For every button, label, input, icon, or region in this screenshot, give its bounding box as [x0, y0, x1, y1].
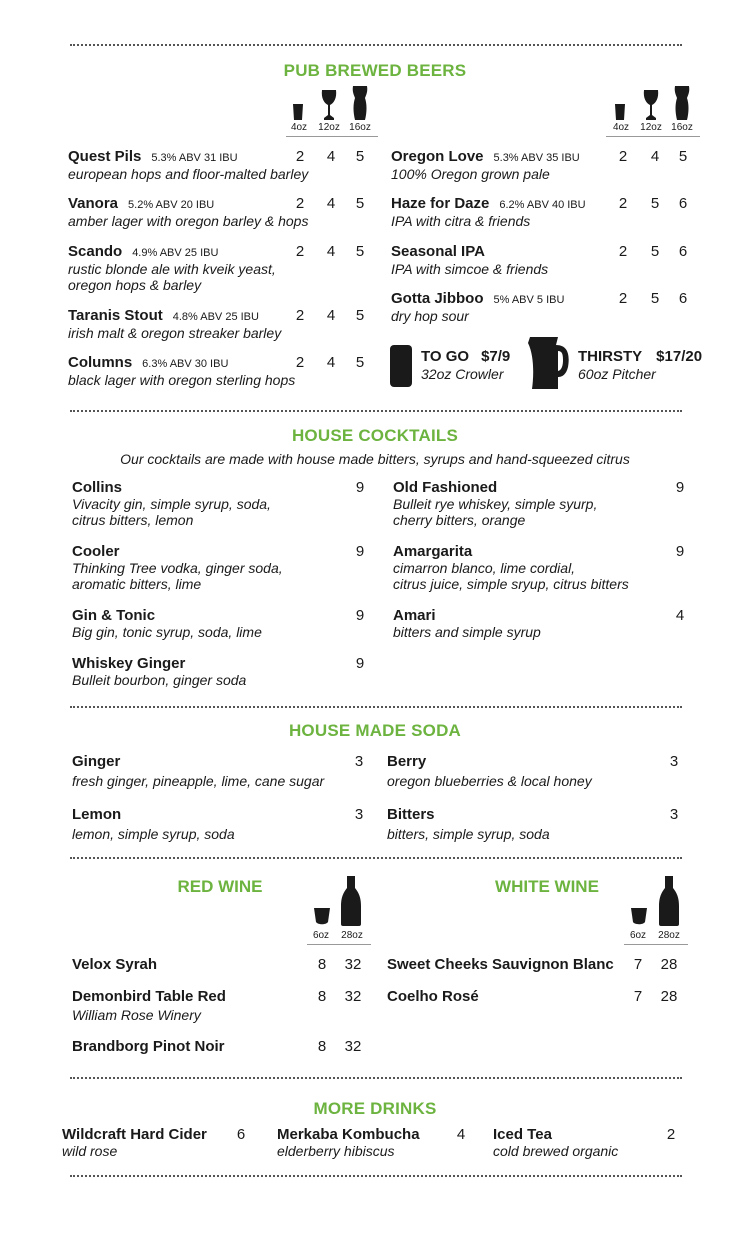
- soda-name: Lemon: [72, 806, 122, 823]
- beer-item: [391, 148, 580, 182]
- divider: [70, 706, 682, 708]
- beer-abv: 5.3% ABV 35 IBU: [493, 152, 580, 164]
- size-label: 4oz: [290, 122, 308, 133]
- beer-name: Scando: [68, 243, 123, 260]
- price-6oz: 8: [317, 956, 327, 973]
- soda-desc: oregon blueberries & local honey: [387, 773, 592, 789]
- cocktail-item: [393, 479, 597, 528]
- cocktail-desc: Bulleit rye whiskey, simple syurp,: [393, 496, 598, 512]
- soda-item: [72, 806, 235, 842]
- price-4oz: 2: [618, 290, 628, 307]
- wine-name: Coelho Rosé: [387, 988, 479, 1005]
- size-rule: [307, 944, 371, 945]
- price-4oz: 2: [618, 148, 628, 165]
- price-16oz: 6: [678, 243, 688, 260]
- section-title-soda: HOUSE MADE SODA: [288, 721, 462, 740]
- price-28oz: 32: [344, 956, 362, 973]
- tulip-glass-icon: [642, 90, 660, 120]
- crowler-can-icon: [390, 345, 412, 387]
- wine-glass-icon: [314, 908, 330, 925]
- cocktail-item: [72, 479, 271, 528]
- beer-name: Haze for Daze: [391, 195, 490, 212]
- beer-desc: IPA with simcoe & friends: [391, 261, 549, 277]
- price-4oz: 2: [295, 307, 305, 324]
- size-label: 28oz: [341, 930, 363, 941]
- thirsty-price: $17/20: [656, 348, 703, 365]
- drink-desc: elderberry hibiscus: [277, 1143, 395, 1159]
- soda-price: 3: [354, 806, 364, 823]
- divider: [70, 44, 682, 46]
- thirsty-label: THIRSTY: [578, 348, 643, 365]
- soda-item: [72, 753, 324, 789]
- divider: [70, 1077, 682, 1079]
- beer-item: [391, 195, 586, 229]
- soda-desc: fresh ginger, pineapple, lime, cane sugar: [72, 773, 325, 789]
- cocktail-desc: bitters and simple syrup: [393, 624, 541, 640]
- price-12oz: 4: [326, 307, 336, 324]
- pint-glass-icon: [673, 86, 691, 120]
- cocktail-price: 9: [355, 655, 365, 672]
- drink-item: [493, 1126, 618, 1159]
- beer-abv: 5.2% ABV 20 IBU: [128, 199, 215, 211]
- cocktail-name: Collins: [72, 479, 123, 496]
- soda-name: Bitters: [387, 806, 435, 823]
- thirsty-block: [578, 348, 702, 382]
- price-6oz: 8: [317, 988, 327, 1005]
- beer-name: Quest Pils: [68, 148, 142, 165]
- price-16oz: 6: [678, 290, 688, 307]
- to-go-label: TO GO: [421, 348, 470, 365]
- cocktail-price: 9: [355, 543, 365, 560]
- price-28oz: 32: [344, 988, 362, 1005]
- beer-name: Seasonal IPA: [391, 243, 485, 260]
- price-16oz: 5: [355, 307, 365, 324]
- price-4oz: 2: [295, 354, 305, 371]
- soda-price: 3: [354, 753, 364, 770]
- section-title-cocktails: HOUSE COCKTAILS: [291, 426, 459, 445]
- size-label: 28oz: [658, 930, 680, 941]
- divider: [70, 857, 682, 859]
- price-4oz: 2: [295, 243, 305, 260]
- price-12oz: 5: [650, 195, 660, 212]
- cocktail-price: 9: [675, 479, 685, 496]
- size-label: 6oz: [629, 930, 647, 941]
- section-title-beers: PUB BREWED BEERS: [283, 61, 467, 80]
- size-rule: [606, 136, 700, 137]
- price-16oz: 6: [678, 195, 688, 212]
- price-12oz: 4: [326, 354, 336, 371]
- price-4oz: 2: [618, 195, 628, 212]
- drink-desc: wild rose: [62, 1143, 118, 1159]
- wine-carafe-icon: [341, 876, 361, 926]
- price-4oz: 2: [618, 243, 628, 260]
- beer-item: [68, 243, 276, 293]
- section-title-white-wine: WHITE WINE: [495, 877, 599, 896]
- drink-name: Merkaba Kombucha: [277, 1126, 420, 1143]
- wine-name: Sweet Cheeks Sauvignon Blanc: [387, 956, 614, 973]
- beer-desc: black lager with oregon sterling hops: [68, 372, 296, 388]
- size-label: 12oz: [640, 122, 662, 133]
- price-12oz: 4: [650, 148, 660, 165]
- beer-abv: 4.9% ABV 25 IBU: [132, 247, 219, 259]
- price-12oz: 5: [650, 243, 660, 260]
- wine-carafe-icon: [659, 876, 679, 926]
- soda-desc: lemon, simple syrup, soda: [72, 826, 235, 842]
- beer-abv: 5% ABV 5 IBU: [493, 294, 565, 306]
- section-title-more-drinks: MORE DRINKS: [313, 1099, 437, 1118]
- cocktail-price: 9: [675, 543, 685, 560]
- beer-name: Gotta Jibboo: [391, 290, 484, 307]
- section-title-red-wine: RED WINE: [177, 877, 263, 896]
- beer-item: [68, 195, 308, 229]
- price-16oz: 5: [678, 148, 688, 165]
- price-12oz: 4: [326, 148, 336, 165]
- soda-name: Berry: [387, 753, 427, 770]
- soda-price: 3: [669, 753, 679, 770]
- pitcher-icon: [528, 335, 570, 389]
- soda-desc: bitters, simple syrup, soda: [387, 826, 550, 842]
- to-go-desc: 32oz Crowler: [421, 366, 504, 382]
- price-12oz: 4: [326, 195, 336, 212]
- tulip-glass-icon: [320, 90, 338, 120]
- soda-name: Ginger: [72, 753, 121, 770]
- cocktail-desc: Big gin, tonic syrup, soda, lime: [72, 624, 262, 640]
- price-16oz: 5: [355, 243, 365, 260]
- wine-name: Brandborg Pinot Noir: [72, 1038, 225, 1055]
- cocktail-price: 4: [675, 607, 685, 624]
- soda-price: 3: [669, 806, 679, 823]
- to-go-block: [421, 348, 510, 382]
- drink-name: Iced Tea: [493, 1126, 552, 1143]
- drink-item: [277, 1126, 420, 1159]
- price-28oz: 32: [344, 1038, 362, 1055]
- cocktail-name: Amari: [393, 607, 436, 624]
- small-glass-icon: [614, 104, 626, 120]
- size-label: 16oz: [671, 122, 693, 133]
- beer-item: [68, 307, 281, 341]
- cocktail-item: [393, 543, 629, 592]
- cocktail-desc: citrus juice, simple sryup, citrus bitters: [393, 576, 629, 592]
- beer-desc: oregon hops & barley: [68, 277, 202, 293]
- cocktail-name: Cooler: [72, 543, 120, 560]
- wine-glass-icon: [631, 908, 647, 925]
- divider: [70, 1175, 682, 1177]
- cocktail-desc: Vivacity gin, simple syrup, soda,: [72, 496, 271, 512]
- price-12oz: 5: [650, 290, 660, 307]
- cocktail-desc: Thinking Tree vodka, ginger soda,: [72, 560, 283, 576]
- beer-name: Taranis Stout: [68, 307, 163, 324]
- size-label: 6oz: [312, 930, 330, 941]
- beer-abv: 5.3% ABV 31 IBU: [151, 152, 238, 164]
- price-6oz: 7: [633, 988, 643, 1005]
- cocktail-item: [72, 543, 283, 592]
- cocktail-item: [393, 607, 541, 640]
- beer-item: [391, 243, 548, 277]
- beer-name: Columns: [68, 354, 133, 371]
- price-16oz: 5: [355, 354, 365, 371]
- cocktail-desc: cimarron blanco, lime cordial,: [393, 560, 576, 576]
- wine-name: Demonbird Table Red: [72, 988, 226, 1005]
- price-16oz: 5: [355, 148, 365, 165]
- price-12oz: 4: [326, 243, 336, 260]
- cocktail-desc: cherry bitters, orange: [393, 512, 526, 528]
- beer-abv: 6.2% ABV 40 IBU: [499, 199, 586, 211]
- drink-price: 2: [666, 1126, 676, 1143]
- drink-desc: cold brewed organic: [493, 1143, 619, 1159]
- beer-desc: rustic blonde ale with kveik yeast,: [68, 261, 276, 277]
- beer-desc: dry hop sour: [391, 308, 469, 324]
- soda-item: [387, 753, 592, 789]
- beer-abv: 4.8% ABV 25 IBU: [172, 311, 259, 323]
- thirsty-desc: 60oz Pitcher: [578, 366, 656, 382]
- cocktail-name: Amargarita: [393, 543, 473, 560]
- divider: [70, 410, 682, 412]
- cocktail-desc: Bulleit bourbon, ginger soda: [72, 672, 247, 688]
- price-28oz: 28: [660, 988, 678, 1005]
- beer-abv: 6.3% ABV 30 IBU: [142, 358, 229, 370]
- cocktail-name: Gin & Tonic: [72, 607, 156, 624]
- soda-item: [387, 806, 550, 842]
- cocktails-intro: Our cocktails are made with house made bitters, syrups and hand-squeezed citrus: [120, 451, 630, 467]
- size-rule: [286, 136, 378, 137]
- cocktail-desc: aromatic bitters, lime: [72, 576, 202, 592]
- to-go-price: $7/9: [481, 348, 511, 365]
- price-4oz: 2: [295, 195, 305, 212]
- beer-item: [68, 148, 308, 182]
- cocktail-desc: citrus bitters, lemon: [72, 512, 194, 528]
- size-label: 12oz: [318, 122, 340, 133]
- cocktail-item: [72, 607, 262, 640]
- wine-name: Velox Syrah: [72, 956, 158, 973]
- size-label: 4oz: [612, 122, 630, 133]
- cocktail-name: Whiskey Ginger: [72, 655, 186, 672]
- price-6oz: 8: [317, 1038, 327, 1055]
- beer-desc: european hops and floor-malted barley: [68, 166, 309, 182]
- beer-name: Vanora: [68, 195, 119, 212]
- cocktail-name: Old Fashioned: [393, 479, 498, 496]
- beer-desc: IPA with citra & friends: [391, 213, 531, 229]
- wine-desc: William Rose Winery: [72, 1007, 201, 1023]
- price-16oz: 5: [355, 195, 365, 212]
- beer-desc: 100% Oregon grown pale: [391, 166, 550, 182]
- beer-item: [68, 354, 295, 388]
- price-4oz: 2: [295, 148, 305, 165]
- drink-price: 4: [456, 1126, 466, 1143]
- cocktail-item: [72, 655, 246, 688]
- beer-item: [391, 290, 564, 324]
- drink-price: 6: [236, 1126, 246, 1143]
- beer-name: Oregon Love: [391, 148, 484, 165]
- drink-name: Wildcraft Hard Cider: [62, 1126, 207, 1143]
- beer-desc: amber lager with oregon barley & hops: [68, 213, 309, 229]
- cocktail-price: 9: [355, 479, 365, 496]
- cocktail-price: 9: [355, 607, 365, 624]
- price-6oz: 7: [633, 956, 643, 973]
- small-glass-icon: [292, 104, 304, 120]
- price-28oz: 28: [660, 956, 678, 973]
- beer-desc: irish malt & oregon streaker barley: [68, 325, 282, 341]
- pint-glass-icon: [351, 86, 369, 120]
- drink-item: [62, 1126, 207, 1159]
- size-rule: [624, 944, 688, 945]
- wine-item: [72, 988, 226, 1023]
- size-label: 16oz: [349, 122, 371, 133]
